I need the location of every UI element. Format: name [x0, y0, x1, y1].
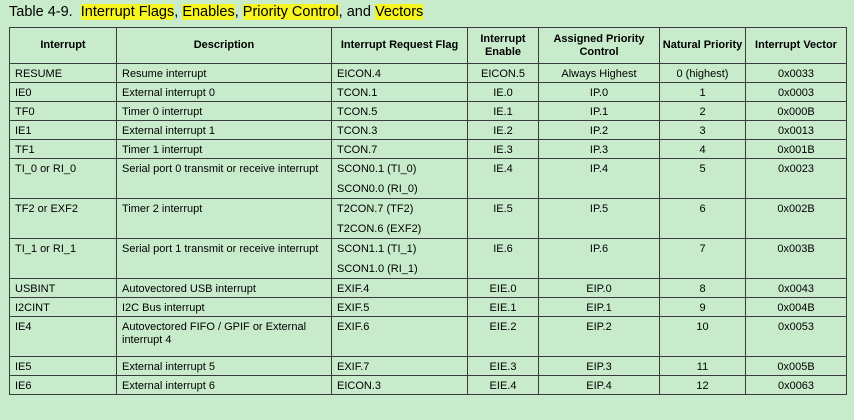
flag-text: SCON0.0 (RI_0)	[337, 183, 418, 195]
cell-request-flag	[332, 357, 468, 376]
cell-enable: IE.6	[468, 239, 539, 279]
cell-priority-control: EIP.4	[539, 376, 660, 395]
cell-priority-control: EIP.1	[539, 298, 660, 317]
cell-vector: 0x004B	[746, 298, 847, 317]
cell-description: External interrupt 6	[117, 376, 332, 395]
flag-text: EXIF.4	[337, 283, 370, 295]
header-enable: Interrupt Enable	[468, 28, 539, 64]
cell-vector: 0x003B	[746, 239, 847, 279]
flag-text: TCON.1	[337, 87, 378, 99]
caption-highlight-flags: Interrupt Flags	[80, 4, 175, 20]
cell-vector: 0x0053	[746, 317, 847, 357]
flag-text: TCON.3	[337, 125, 378, 137]
flag-text: TCON.5	[337, 106, 378, 118]
cell-enable: EIE.0	[468, 279, 539, 298]
table-row	[10, 357, 847, 376]
cell-enable: IE.5	[468, 199, 539, 239]
cell-vector: 0x001B	[746, 140, 847, 159]
caption-sep-3: , and	[338, 4, 375, 20]
flag-text: EXIF.7	[337, 361, 370, 373]
cell-interrupt: IE4	[10, 317, 117, 357]
cell-enable: IE.1	[468, 102, 539, 121]
cell-vector: 0x0033	[746, 64, 847, 83]
cell-priority-control: IP.2	[539, 121, 660, 140]
header-request-flag: Interrupt Request Flag	[332, 28, 468, 64]
table-body	[10, 64, 847, 395]
header-row	[10, 28, 847, 64]
cell-natural-priority: 3	[660, 121, 746, 140]
header-description: Description	[117, 28, 332, 64]
cell-interrupt: TI_1 or RI_1	[10, 239, 117, 279]
flag-text: EICON.3	[337, 380, 382, 392]
cell-description: Autovectored USB interrupt	[117, 279, 332, 298]
cell-vector: 0x000B	[746, 102, 847, 121]
table-row	[10, 199, 847, 239]
table-row	[10, 279, 847, 298]
cell-interrupt: IE0	[10, 83, 117, 102]
cell-interrupt: USBINT	[10, 279, 117, 298]
cell-interrupt: I2CINT	[10, 298, 117, 317]
cell-natural-priority: 5	[660, 159, 746, 199]
cell-description: External interrupt 0	[117, 83, 332, 102]
cell-priority-control: IP.4	[539, 159, 660, 199]
cell-enable: EICON.5	[468, 64, 539, 83]
header-vector: Interrupt Vector	[746, 28, 847, 64]
cell-request-flag	[332, 199, 468, 239]
cell-natural-priority: 9	[660, 298, 746, 317]
cell-vector: 0x0003	[746, 83, 847, 102]
cell-enable: IE.4	[468, 159, 539, 199]
cell-description: Timer 1 interrupt	[117, 140, 332, 159]
cell-request-flag	[332, 121, 468, 140]
table-row	[10, 140, 847, 159]
flag-text: T2CON.6 (EXF2)	[337, 223, 422, 235]
cell-description: Timer 2 interrupt	[117, 199, 332, 239]
cell-priority-control: EIP.0	[539, 279, 660, 298]
flag-text: TCON.7	[337, 144, 378, 156]
cell-description: Resume interrupt	[117, 64, 332, 83]
flag-text: EXIF.6	[337, 321, 370, 333]
caption-sep-1: ,	[174, 4, 183, 20]
cell-description: I2C Bus interrupt	[117, 298, 332, 317]
cell-natural-priority: 11	[660, 357, 746, 376]
cell-natural-priority: 2	[660, 102, 746, 121]
cell-priority-control: IP.0	[539, 83, 660, 102]
cell-request-flag	[332, 279, 468, 298]
cell-request-flag	[332, 102, 468, 121]
flag-text: SCON0.1 (TI_0)	[337, 163, 417, 175]
cell-interrupt: RESUME	[10, 64, 117, 83]
cell-description: External interrupt 5	[117, 357, 332, 376]
header-interrupt: Interrupt	[10, 28, 117, 64]
header-natural-priority: Natural Priority	[660, 28, 746, 64]
header-priority-control: Assigned Priority Control	[539, 28, 660, 64]
cell-description: External interrupt 1	[117, 121, 332, 140]
cell-natural-priority: 0 (highest)	[660, 64, 746, 83]
cell-enable: EIE.4	[468, 376, 539, 395]
cell-description: Serial port 0 transmit or receive interrupt	[117, 159, 332, 199]
flag-text: SCON1.1 (TI_1)	[337, 243, 417, 255]
table-row	[10, 317, 847, 357]
cell-priority-control: IP.1	[539, 102, 660, 121]
table-row	[10, 83, 847, 102]
cell-natural-priority: 10	[660, 317, 746, 357]
cell-vector: 0x002B	[746, 199, 847, 239]
cell-interrupt: IE5	[10, 357, 117, 376]
cell-interrupt: TF1	[10, 140, 117, 159]
table-row	[10, 239, 847, 279]
cell-enable: IE.0	[468, 83, 539, 102]
flag-text: EXIF.5	[337, 302, 370, 314]
cell-request-flag	[332, 64, 468, 83]
caption-highlight-enables: Enables	[182, 4, 235, 20]
cell-description: Timer 0 interrupt	[117, 102, 332, 121]
cell-priority-control: Always Highest	[539, 64, 660, 83]
cell-natural-priority: 8	[660, 279, 746, 298]
table-row	[10, 102, 847, 121]
cell-vector: 0x0023	[746, 159, 847, 199]
cell-interrupt: IE1	[10, 121, 117, 140]
cell-vector: 0x005B	[746, 357, 847, 376]
cell-enable: IE.2	[468, 121, 539, 140]
flag-text: T2CON.7 (TF2)	[337, 203, 414, 215]
cell-priority-control: IP.5	[539, 199, 660, 239]
flag-text: SCON1.0 (RI_1)	[337, 263, 418, 275]
cell-interrupt: TF2 or EXF2	[10, 199, 117, 239]
cell-enable: EIE.3	[468, 357, 539, 376]
cell-priority-control: EIP.3	[539, 357, 660, 376]
cell-request-flag	[332, 376, 468, 395]
cell-natural-priority: 7	[660, 239, 746, 279]
table-row	[10, 159, 847, 199]
table-row	[10, 121, 847, 140]
interrupt-table	[9, 27, 847, 395]
table-number: Table 4-9.	[9, 4, 73, 20]
cell-interrupt: TF0	[10, 102, 117, 121]
cell-natural-priority: 12	[660, 376, 746, 395]
caption-highlight-vectors: Vectors	[374, 4, 424, 20]
cell-priority-control: EIP.2	[539, 317, 660, 357]
cell-natural-priority: 4	[660, 140, 746, 159]
cell-description: Autovectored FIFO / GPIF or External interrupt 4	[117, 317, 332, 357]
cell-natural-priority: 6	[660, 199, 746, 239]
cell-vector: 0x0063	[746, 376, 847, 395]
table-row	[10, 298, 847, 317]
caption-highlight-priority: Priority Control	[242, 4, 339, 20]
cell-vector: 0x0043	[746, 279, 847, 298]
cell-vector: 0x0013	[746, 121, 847, 140]
cell-request-flag	[332, 140, 468, 159]
cell-interrupt: TI_0 or RI_0	[10, 159, 117, 199]
table-row	[10, 64, 847, 83]
cell-priority-control: IP.3	[539, 140, 660, 159]
flag-text: EICON.4	[337, 68, 382, 80]
cell-request-flag	[332, 317, 468, 357]
cell-enable: EIE.1	[468, 298, 539, 317]
cell-request-flag	[332, 83, 468, 102]
table-row	[10, 376, 847, 395]
cell-natural-priority: 1	[660, 83, 746, 102]
cell-interrupt: IE6	[10, 376, 117, 395]
cell-request-flag	[332, 298, 468, 317]
cell-request-flag	[332, 159, 468, 199]
caption-sep-2: ,	[234, 4, 243, 20]
cell-enable: IE.3	[468, 140, 539, 159]
cell-priority-control: IP.6	[539, 239, 660, 279]
cell-description: Serial port 1 transmit or receive interrupt	[117, 239, 332, 279]
table-caption	[9, 3, 423, 21]
cell-request-flag	[332, 239, 468, 279]
cell-enable: EIE.2	[468, 317, 539, 357]
